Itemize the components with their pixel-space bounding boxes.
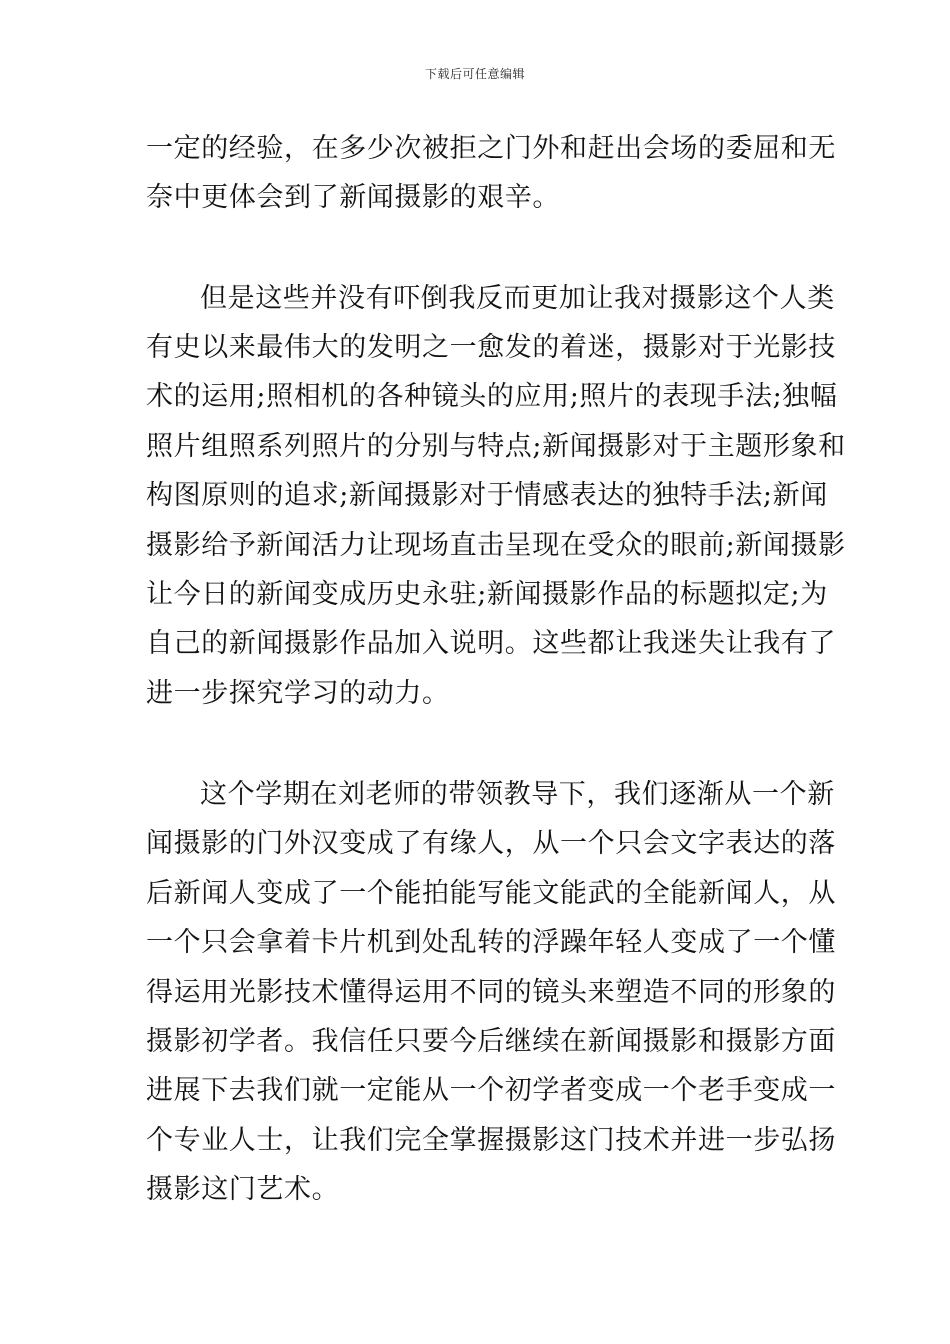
paragraph-3-line-3: 后新闻人变成了一个能拍能写能文能武的全能新闻人，从 [146, 878, 836, 909]
paragraph-2-line-4: 照片组照系列照片的分别与特点;新闻摄影对于主题形象和 [146, 431, 846, 462]
paragraph-3-line-4: 一个只会拿着卡片机到处乱转的浮躁年轻人变成了一个懂 [146, 927, 836, 958]
paragraph-3-line-8: 个专业人士，让我们完全掌握摄影这门技术并进一步弘扬 [146, 1125, 836, 1156]
paragraph-2-line-8: 自己的新闻摄影作品加入说明。这些都让我迷失让我有了 [146, 628, 836, 659]
paragraph-3-line-7: 进展下去我们就一定能从一个初学者变成一个老手变成一 [146, 1075, 836, 1106]
paragraph-2-line-7: 让今日的新闻变成历史永驻;新闻摄影作品的标题拟定;为 [146, 579, 828, 610]
page-header: 下载后可任意编辑 [424, 67, 525, 81]
paragraph-1-line-2: 奈中更体会到了新闻摄影的艰辛。 [146, 182, 560, 213]
paragraph-3-line-6: 摄影初学者。我信任只要今后继续在新闻摄影和摄影方面 [146, 1026, 836, 1057]
paragraph-2-line-2: 有史以来最伟大的发明之一愈发的着迷，摄影对于光影技 [146, 332, 836, 363]
paragraph-2-line-6: 摄影给予新闻活力让现场直击呈现在受众的眼前;新闻摄影 [146, 530, 846, 561]
paragraph-2-line-9: 进一步探究学习的动力。 [146, 678, 450, 709]
paragraph-2-line-3: 术的运用;照相机的各种镜头的应用;照片的表现手法;独幅 [146, 381, 838, 412]
paragraph-1-line-1: 一定的经验，在多少次被拒之门外和赶出会场的委屈和无 [146, 133, 836, 164]
paragraph-3-line-9: 摄影这门艺术。 [146, 1174, 340, 1205]
paragraph-3-line-1: 这个学期在刘老师的带领教导下，我们逐渐从一个新 [200, 779, 835, 810]
paragraph-2-line-5: 构图原则的追求;新闻摄影对于情感表达的独特手法;新闻 [146, 480, 828, 511]
paragraph-2-line-1: 但是这些并没有吓倒我反而更加让我对摄影这个人类 [200, 283, 835, 314]
paragraph-3-line-2: 闻摄影的门外汉变成了有缘人，从一个只会文字表达的落 [146, 828, 836, 859]
paragraph-3-line-5: 得运用光影技术懂得运用不同的镜头来塑造不同的形象的 [146, 977, 836, 1008]
